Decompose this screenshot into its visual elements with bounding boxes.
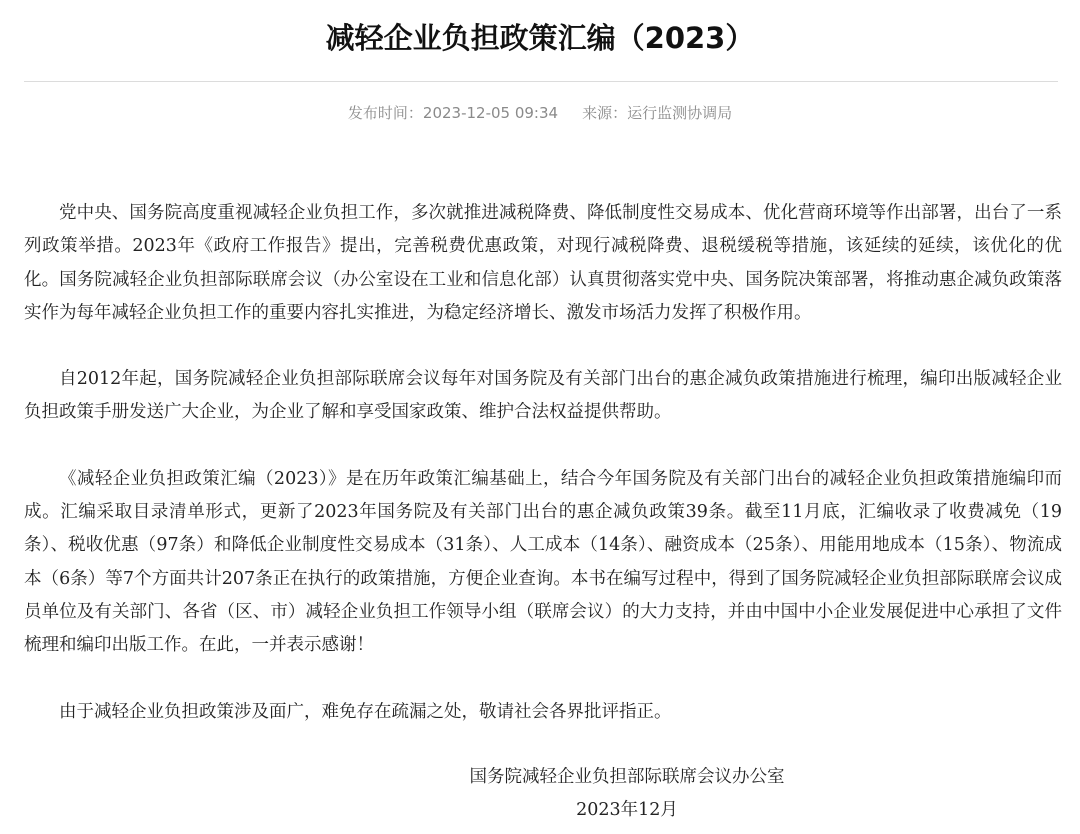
source-label: 来源： bbox=[582, 104, 628, 122]
title-divider bbox=[24, 81, 1058, 82]
paragraph-1: 党中央、国务院高度重视减轻企业负担工作，多次就推进减税降费、降低制度性交易成本、优化营商环境等作出部署，出台了一系列政策举措。2023年《政府工作报告》提出，完善税费优惠政策，对现行减税降费、退税缓税等措施，该延续的延续，该优化的优化。国务院减轻企业负担部际联席会议（办公室设在工业和信息化部）认真贯彻落实党中央、国务院决策部署，将推动惠企减负政策落实作为每年减轻企业负担工作的重要内容扎实推进，为稳定经济增长、激发市场活力发挥了积极作用。 bbox=[24, 203, 1062, 323]
paragraph-3: 《减轻企业负担政策汇编（2023）》是在历年政策汇编基础上，结合今年国务院及有关部门出台的减轻企业负担政策措施编印而成。汇编采取目录清单形式，更新了2023年国务院及有关部门出台的惠企减负政策39条。截至11月底，汇编收录了收费减免（19条）、税收优惠（97条）和降低企业制度性交易成本（31条）、人工成本（14条）、融资成本（25条）、用能用地成本（15条）、物流成本（6条）等7个方面共计207条正在执行的政策措施，方便企业查询。本书在编写过程中，得到了国务院减轻企业负担部际联席会议成员单位及有关部门、各省（区、市）减轻企业负担工作领导小组（联席会议）的大力支持，并由中国中小企业发展促进中心承担了文件梳理和编印出版工作。在此，一并表示感谢！ bbox=[24, 468, 1062, 656]
publish-time-label: 发布时间： bbox=[347, 104, 423, 122]
page-title: 减轻企业负担政策汇编（2023） bbox=[325, 21, 755, 55]
signature-org: 国务院减轻企业负担部际联席会议办公室 bbox=[469, 767, 785, 787]
source: 运行监测协调局 bbox=[627, 104, 733, 122]
signature-date: 2023年12月 bbox=[576, 800, 678, 820]
article-body bbox=[24, 197, 1062, 762]
article-meta bbox=[0, 101, 1080, 125]
publish-time: 2023-12-05 09:34 bbox=[422, 104, 559, 122]
paragraph-2: 自2012年起，国务院减轻企业负担部际联席会议每年对国务院及有关部门出台的惠企减负政策措施进行梳理，编印出版减轻企业负担政策手册发送广大企业，为企业了解和享受国家政策、维护合法权益提供帮助。 bbox=[24, 369, 1062, 423]
paragraph-4: 由于减轻企业负担政策涉及面广，难免存在疏漏之处，敬请社会各界批评指正。 bbox=[59, 701, 672, 722]
